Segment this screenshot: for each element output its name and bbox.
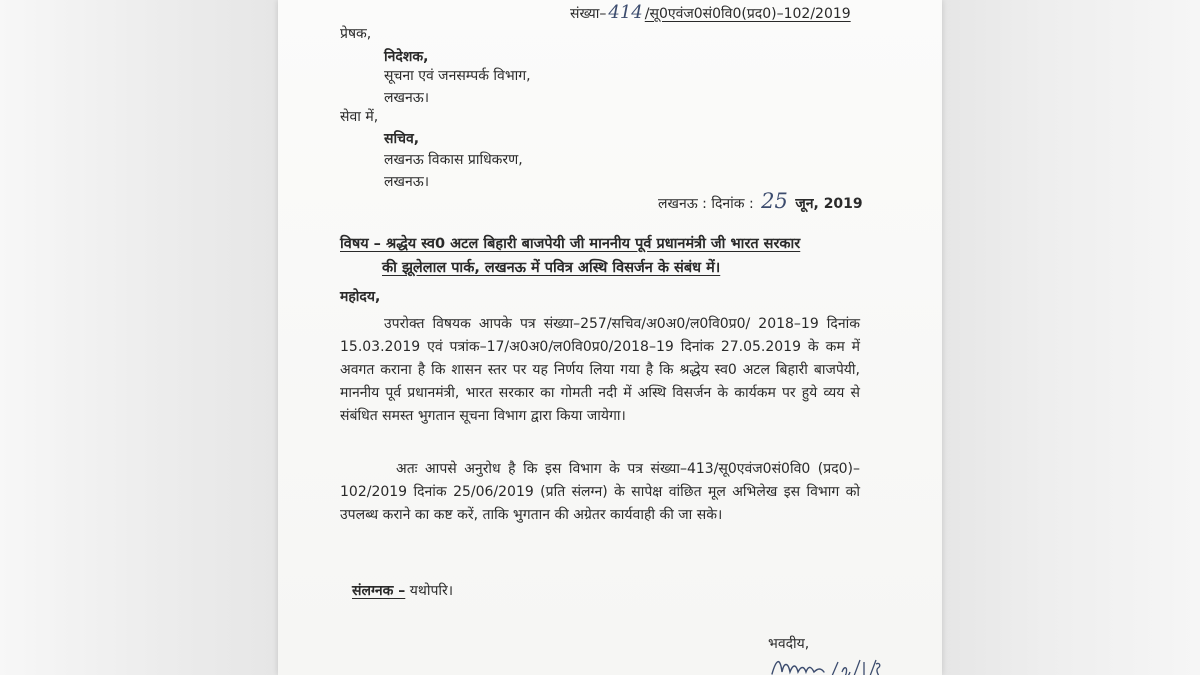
to-line-2: लखनऊ विकास प्राधिकरण, xyxy=(384,152,523,168)
subject-line-2: की झूलेलाल पार्क, लखनऊ में पवित्र अस्थि विसर्जन के संबंध में। xyxy=(382,260,721,276)
reference-number xyxy=(570,2,851,23)
from-line-1: निदेशक, xyxy=(384,49,429,65)
letter-date xyxy=(658,189,863,213)
background-left xyxy=(0,0,278,675)
to-line-3: लखनऊ। xyxy=(384,174,430,190)
date-suffix: जून, 2019 xyxy=(795,196,863,212)
reference-handwritten-number: 414 xyxy=(608,2,643,23)
date-prefix: लखनऊ : दिनांक : xyxy=(658,196,754,212)
reference-prefix: संख्या– xyxy=(570,6,607,22)
signature-drawing xyxy=(768,650,883,675)
enclosure-value: यथोपरि। xyxy=(409,583,454,599)
from-label: प्रेषक, xyxy=(340,26,372,42)
background-right xyxy=(942,0,1200,675)
enclosure-label: संलग्नक – xyxy=(352,583,406,599)
letter-page xyxy=(278,0,942,675)
date-handwritten-day: 25 xyxy=(761,189,788,213)
closing: भवदीय, xyxy=(768,636,810,652)
from-line-2: सूचना एवं जनसम्पर्क विभाग, xyxy=(384,68,531,84)
salutation: महोदय, xyxy=(340,289,381,305)
from-line-3: लखनऊ। xyxy=(384,90,430,106)
body-paragraph-2: अतः आपसे अनुरोध है कि इस विभाग के पत्र संख्या–413/सू0एवंज0सं0वि0 (प्रद0)–102/2019 दिनांक 25/06/2019 (प्रति संलग्न) के सापेक्ष वांछित मूल अभिलेख इस विभाग को उपलब्ध कराने का कष्ट करें, ताकि भुगतान की अग्रेतर कार्यवाही की जा सके। xyxy=(340,461,860,523)
subject xyxy=(340,232,862,280)
enclosure xyxy=(352,583,453,599)
subject-line-1: विषय – श्रद्धेय स्व0 अटल बिहारी बाजपेयी जी माननीय पूर्व प्रधानमंत्री जी भारत सरकार xyxy=(340,236,801,252)
body-paragraph-1: उपरोक्त विषयक आपके पत्र संख्या–257/सचिव/अ0अ0/ल0वि0प्र0/ 2018–19 दिनांक 15.03.2019 एवं पत्रांक–17/अ0अ0/ल0वि0प्र0/2018–19 दिनांक 27.05.2019 के कम में अवगत कराना है कि शासन स्तर पर यह निर्णय लिया गया है कि श्रद्धेय स्व0 अटल बिहारी बाजपेयी, माननीय पूर्व प्रधानमंत्री, भारत सरकार का गोमती नदी में अस्थि विसर्जन के कार्यकम पर हुये व्यय से संबंधित समस्त भुगतान सूचना विभाग द्वारा किया जायेगा। xyxy=(340,316,860,424)
reference-suffix: /सू0एवंज0सं0वि0(प्रद0)–102/2019 xyxy=(644,6,851,22)
to-label: सेवा में, xyxy=(340,109,379,125)
signature xyxy=(768,650,883,675)
to-line-1: सचिव, xyxy=(384,131,420,147)
